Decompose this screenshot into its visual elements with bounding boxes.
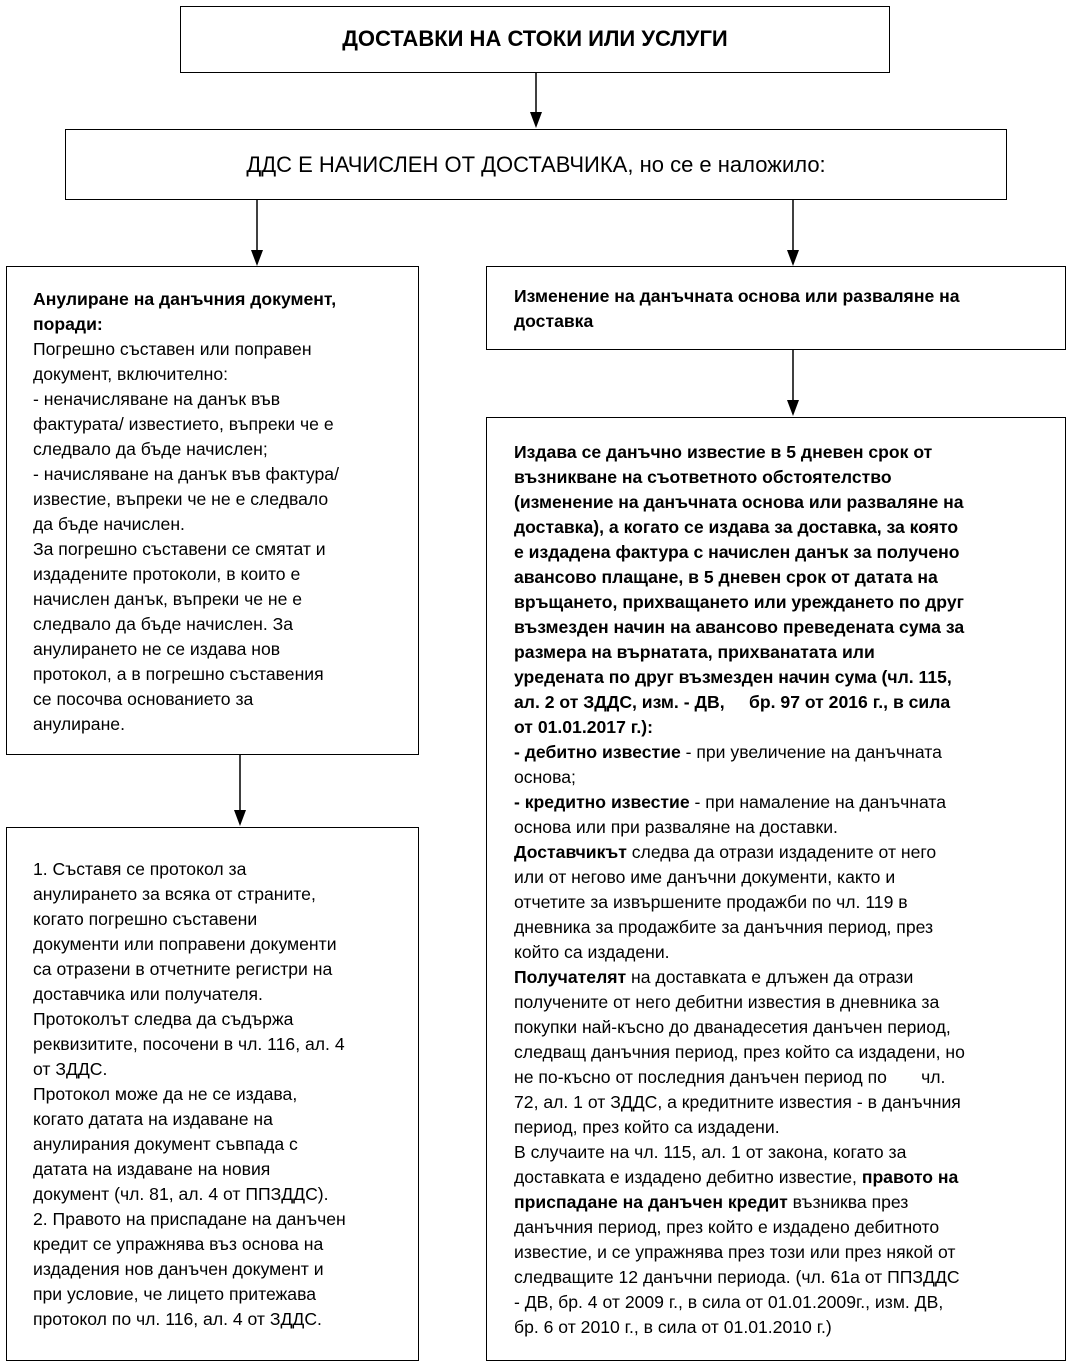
bold-text: е издадена фактура с начислен данък за получено — [514, 542, 960, 562]
text-line — [514, 1115, 965, 1140]
bold-text: (изменение на данъчната основа или разваляне на — [514, 492, 964, 512]
text: който са издадени. — [514, 942, 670, 962]
text-line: анулирания документ съвпада с — [33, 1134, 298, 1154]
text-line: протокол, а в погрешно съставения — [33, 664, 324, 684]
text-line — [514, 590, 965, 615]
bold-text: уредената по друг възмезден начин сума (чл. 115, — [514, 667, 952, 687]
text-line — [514, 740, 965, 765]
text: следва да отрази издадените от него — [626, 842, 937, 862]
text-line: когато погрешно съставени — [33, 909, 258, 929]
arrow-vat-to-change — [787, 200, 799, 266]
arrow-change-to-notice — [787, 350, 799, 416]
text-line — [514, 865, 965, 890]
text-line — [514, 1240, 965, 1265]
text-line — [514, 1290, 965, 1315]
text-line: анулирането за всяка от страните, — [33, 884, 316, 904]
text-line: доставчика или получателя. — [33, 984, 263, 1004]
text-line — [514, 1215, 965, 1240]
text-line: 2. Правото на приспадане на данъчен — [33, 1209, 346, 1229]
protocol-box-text — [33, 857, 346, 1332]
notice-box-text — [514, 440, 965, 1340]
text-line: документи или поправени документи — [33, 934, 337, 954]
text-line: доставка — [514, 311, 594, 331]
text-line: при условие, че лицето притежава — [33, 1284, 317, 1304]
text: данъчния период, през който е издадено дебитното — [514, 1217, 940, 1237]
text-line — [514, 715, 965, 740]
text: - при увеличение на данъчната — [680, 742, 942, 762]
text-line: начислен данък, въпреки че не е — [33, 589, 303, 609]
vat-box-text: ДДС Е НАЧИСЛЕН ОТ ДОСТАВЧИКА, но се е наложило: — [246, 152, 826, 177]
text-line: кредит се упражнява въз основа на — [33, 1234, 324, 1254]
text: не по-късно от последния данъчен период по чл. — [514, 1067, 946, 1087]
text-line: Протоколът следва да съдържа — [33, 1009, 294, 1029]
text-line: 1. Съставя се протокол за — [33, 859, 247, 879]
text-line: фактурата/ известието, въпреки че е — [33, 414, 334, 434]
text-line — [514, 1015, 965, 1040]
text-line: когато датата на издаване на — [33, 1109, 273, 1129]
text-line: да бъде начислен. — [33, 514, 185, 534]
bold-text: - кредитно известие — [514, 792, 690, 812]
text: - при намаление на данъчната — [689, 792, 947, 812]
bold-text: - дебитно известие — [514, 742, 681, 762]
text-line: датата на издаване на новия — [33, 1159, 271, 1179]
bold-text: Получателят — [514, 967, 627, 987]
text-line — [514, 1090, 965, 1115]
text-line — [514, 840, 965, 865]
text-line — [514, 515, 965, 540]
text: основа; — [514, 767, 576, 787]
text: 72, ал. 1 от ЗДДС, а кредитните известия - в данъчния — [514, 1092, 961, 1112]
text: - ДВ, бр. 4 от 2009 г., в сила от 01.01.2009г., изм. ДВ, — [514, 1292, 944, 1312]
bold-text: ал. 2 от ЗДДС, изм. - ДВ, бр. 97 от 2016 г., в сила — [514, 692, 951, 712]
text: дневника за продажбите за данъчния период, през — [514, 917, 934, 937]
vat-box — [65, 129, 1007, 200]
text-line: известие, въпреки че не е следвало — [33, 489, 329, 509]
text-line: За погрешно съставени се смятат и — [33, 539, 326, 559]
text-line — [514, 790, 965, 815]
bold-text: авансово плащане, в 5 дневен срок от датата на — [514, 567, 938, 587]
text-line — [514, 990, 965, 1015]
text-line: поради: — [33, 314, 103, 334]
text-line — [514, 490, 965, 515]
text-line: Изменение на данъчната основа или разваляне на — [514, 286, 960, 306]
text-line: реквизитите, посочени в чл. 116, ал. 4 — [33, 1034, 345, 1054]
text-line — [514, 640, 965, 665]
text-line — [514, 1315, 965, 1340]
text-line — [514, 665, 965, 690]
bold-text: от 01.01.2017 г.): — [514, 717, 653, 737]
bold-text: доставка), а когато се издава за доставка, за която — [514, 517, 959, 537]
bold-text: приспадане на данъчен кредит — [514, 1192, 788, 1212]
arrow-vat-to-annul — [251, 200, 263, 266]
bold-text: връщането, прихващането или уреждането по друг — [514, 592, 964, 612]
text-line — [514, 965, 965, 990]
text-line: са отразени в отчетните регистри на — [33, 959, 333, 979]
text-line: от ЗДДС. — [33, 1059, 108, 1079]
text-line — [514, 465, 965, 490]
text-line: анулирането не се издава нов — [33, 639, 281, 659]
text-line: Погрешно съставен или поправен — [33, 339, 312, 359]
text-line — [514, 765, 965, 790]
arrow-top-to-vat — [530, 73, 542, 128]
text-line: се посочва основанието за — [33, 689, 254, 709]
text-line: протокол по чл. 116, ал. 4 от ЗДДС. — [33, 1309, 322, 1329]
text-line — [514, 890, 965, 915]
text-line: анулиране. — [33, 714, 125, 734]
text-line — [514, 915, 965, 940]
text: период, през който са издадени. — [514, 1117, 780, 1137]
text: или от негово име данъчни документи, както и — [514, 867, 896, 887]
text-line: следвало да бъде начислен. За — [33, 614, 294, 634]
bold-text: правото на — [861, 1167, 959, 1187]
text-line: документ (чл. 81, ал. 4 от ППЗДДС). — [33, 1184, 329, 1204]
bold-text: Издава се данъчно известие в 5 дневен срок от — [514, 442, 933, 462]
text-line — [514, 1040, 965, 1065]
text: на доставката е длъжен да отрази — [626, 967, 914, 987]
annul-box — [6, 266, 419, 755]
text: получените от него дебитни известия в дневника за — [514, 992, 940, 1012]
text-line — [514, 1265, 965, 1290]
text-line — [514, 1140, 965, 1165]
bold-text: Доставчикът — [514, 842, 627, 862]
text: отчетите за извършените продажби по чл. 119 в — [514, 892, 908, 912]
text-line: издадените протоколи, в които е — [33, 564, 301, 584]
text: следващите 12 данъчни периода. (чл. 61а от ППЗДДС — [514, 1267, 960, 1287]
change-box — [486, 266, 1066, 350]
top-box-title: ДОСТАВКИ НА СТОКИ ИЛИ УСЛУГИ — [342, 26, 728, 51]
protocol-box — [6, 827, 419, 1361]
text-line: Протокол може да не се издава, — [33, 1084, 298, 1104]
text: възниква през — [787, 1192, 909, 1212]
text-line — [514, 815, 965, 840]
text-line — [514, 1165, 965, 1190]
text-line — [514, 940, 965, 965]
bold-text: размера на върнатата, прихванатата или — [514, 642, 875, 662]
text: основа или при разваляне на доставки. — [514, 817, 838, 837]
text-line — [514, 1190, 965, 1215]
text: В случаите на чл. 115, ал. 1 от закона, когато за — [514, 1142, 907, 1162]
notice-box — [486, 417, 1066, 1361]
text-line: - неначисляване на данък във — [33, 389, 281, 409]
text-line: документ, включително: — [33, 364, 229, 384]
text: бр. 6 от 2010 г., в сила от 01.01.2010 г.) — [514, 1317, 832, 1337]
text-line: Анулиране на данъчния документ, — [33, 289, 337, 309]
text-line — [514, 1065, 965, 1090]
text: покупки най-късно до дванадесетия данъчен период, — [514, 1017, 951, 1037]
arrow-annul-to-protocol — [234, 755, 246, 826]
text-line — [514, 615, 965, 640]
text-line — [514, 690, 965, 715]
text-line — [514, 565, 965, 590]
change-box-text — [514, 284, 960, 334]
text-line — [514, 440, 965, 465]
text-line: - начисляване на данък във фактура/ — [33, 464, 339, 484]
text-line — [514, 540, 965, 565]
bold-text: възмезден начин на авансово преведената сума за — [514, 617, 965, 637]
text-line: издадения нов данъчен документ и — [33, 1259, 324, 1279]
bold-text: възникване на съответното обстоятелство — [514, 467, 892, 487]
text-line: следвало да бъде начислен; — [33, 439, 268, 459]
text: доставката е издадено дебитно известие, — [514, 1167, 862, 1187]
annul-box-text — [33, 287, 339, 737]
text: известие, и се упражнява през този или през някой от — [514, 1242, 956, 1262]
top-box — [180, 6, 890, 73]
text: следващ данъчния период, през който са издадени, но — [514, 1042, 965, 1062]
